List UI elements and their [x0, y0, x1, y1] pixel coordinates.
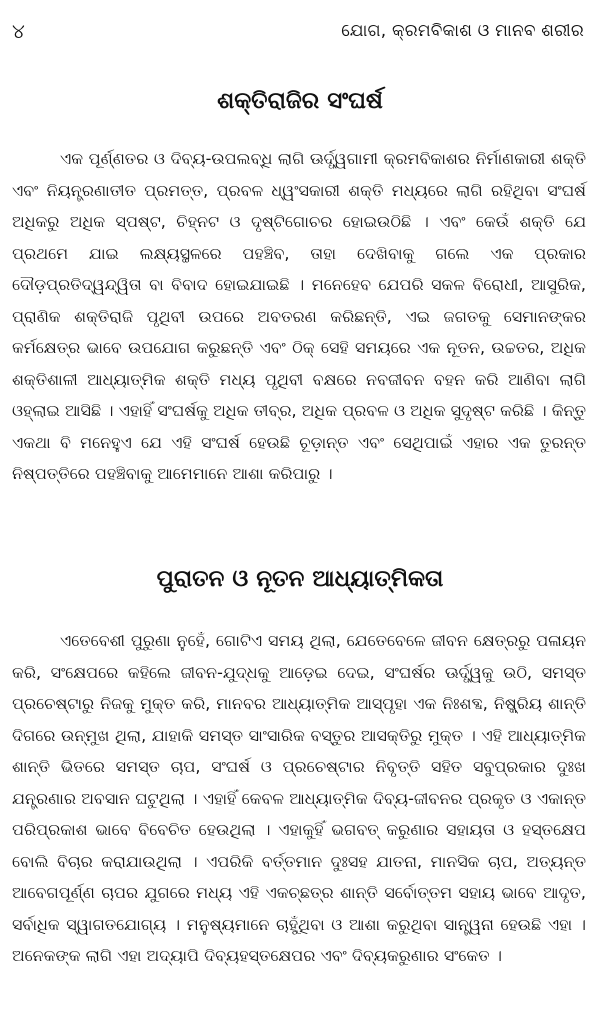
book-title: ଯୋଗ, କ୍ରମବିକାଶ ଓ ମାନବ ଶରୀର — [341, 21, 584, 41]
section-heading: ଶକ୍ତିରାଜିର ସଂଘର୍ଷ — [217, 88, 383, 114]
page-number: ୪ — [12, 19, 25, 43]
section-paragraph: ଏକ ପୂର୍ଣ୍ଣତର ଓ ଦିବ୍ୟ-ଉପଲବ୍ଧି ଲାଗି ଊର୍ଦ୍ଧ୍ୱଗାମୀ କ୍ରମବିକାଶର ନିର୍ମାଣକାରୀ ଶକ୍ତି ଏବଂ ନିୟନ୍ତ୍ରଣାତୀତ ପ୍ରମତ୍ତ, ପ୍ରବଳ ଧ୍ୱଂସକାରୀ ଶକ୍ତି ମଧ୍ୟରେ ଲାଗି ରହିଥିବା ସଂଘର୍ଷ ଅଧିକରୁ ଅଧିକ ସ୍ପଷ୍ଟ, ଚିହ୍ନଟ ଓ ଦୃଷ୍ଟିଗୋଚର ହୋଇଉଠିଛି । ଏବଂ କେଉଁ ଶକ୍ତି ଯେ ପ୍ରଥମେ ଯାଇ ଲକ୍ଷ୍ୟସ୍ଥଳରେ ପହଞ୍ଚିବ, ତାହା ଦେଖିବାକୁ ଗଲେ ଏକ ପ୍ରକାର ଦୌଡ଼ପ୍ରତିଦ୍ୱନ୍ଦ୍ୱିତା ବା ବିବାଦ ହୋଇଯାଇଛି । ମନେହେବ ଯେପରି ସକଳ ବିରୋଧୀ, ଆସୁରିକ, ପ୍ରାଣିକ ଶକ୍ତିରାଜି ପୃଥିବୀ ଉପରେ ଅବତରଣ କରିଛନ୍ତି, ଏଇ ଜଗତକୁ ସେମାନଙ୍କର କର୍ମକ୍ଷେତ୍ର ଭାବେ ଉପଯୋଗ କରୁଛନ୍ତି ଏବଂ ଠିକ୍ ସେହି ସମୟରେ ଏକ ନୂତନ, ଉଚ୍ଚତର, ଅଧିକ ଶକ୍ତିଶାଳୀ ଆଧ୍ୟାତ୍ମିକ ଶକ୍ତି ମଧ୍ୟ ପୃଥିବୀ ବକ୍ଷରେ ନବଜୀବନ ବହନ କରି ଆଣିବା ଲାଗି ଓହ୍ଲାଇ ଆସିଛି । ଏହାହିଁ ସଂଘର୍ଷକୁ ଅଧିକ ତୀବ୍ର, ଅଧିକ ପ୍ରବଳ ଓ ଅଧିକ ସୁଦୃଷ୍ଟ କରିଛି । କିନ୍ତୁ ଏକଥା ବି ମନେହୁଏ ଯେ ଏହି ସଂଘର୍ଷ ହେଉଛି ଚୂଡ଼ାନ୍ତ ଏବଂ ସେଥିପାଇଁ ଏହାର ଏକ ତୁରନ୍ତ ନିଷ୍ପତ୍ତିରେ ପହଞ୍ଚିବାକୁ ଆମେମାନେ ଆଶା କରିପାରୁ । — [12, 149, 586, 483]
running-header — [12, 16, 584, 46]
section-heading: ପୁରାତନ ଓ ନୂତନ ଆଧ୍ୟାତ୍ମିକତା — [156, 566, 444, 592]
section-paragraph: ଏତେବେଶୀ ପୁରୁଣା ନୁହେଁ, ଗୋଟିଏ ସମୟ ଥିଲା, ଯେତେବେଳେ ଜୀବନ କ୍ଷେତ୍ରରୁ ପଳାୟନ କରି, ସଂକ୍ଷେପରେ କହିଲେ ଜୀବନ-ଯୁଦ୍ଧକୁ ଆଡ଼େଇ ଦେଇ, ସଂଘର୍ଷର ଊର୍ଦ୍ଧ୍ୱକୁ ଉଠି, ସମସ୍ତ ପ୍ରଚେଷ୍ଟାରୁ ନିଜକୁ ମୁକ୍ତ କରି, ମାନବର ଆଧ୍ୟାତ୍ମିକ ଆସ୍ପୃହା ଏକ ନିଃଶବ୍ଦ, ନିଷ୍କ୍ରିୟ ଶାନ୍ତି ଦିଗରେ ଉନ୍ମୁଖ ଥିଲା, ଯାହାକି ସମସ୍ତ ସାଂସାରିକ ବସ୍ତୁର ଆସକ୍ତିରୁ ମୁକ୍ତ । ଏହି ଆଧ୍ୟାତ୍ମିକ ଶାନ୍ତି ଭିତରେ ସମସ୍ତ ଚାପ, ସଂଘର୍ଷ ଓ ପ୍ରଚେଷ୍ଟାର ନିବୃତ୍ତି ସହିତ ସବୁପ୍ରକାର ଦୁଃଖ ଯନ୍ତ୍ରଣାର ଅବସାନ ଘଟୁଥିଲା । ଏହାହିଁ କେବଳ ଆଧ୍ୟାତ୍ମିକ ଦିବ୍ୟ-ଜୀବନର ପ୍ରକୃତ ଓ ଏକାନ୍ତ ପରିପ୍ରକାଶ ଭାବେ ବିବେଚିତ ହେଉଥିଲା । ଏହାକୁହିଁ ଭଗବତ୍ କରୁଣାର ସହାୟତା ଓ ହସ୍ତକ୍ଷେପ ବୋଲି ବିଚାର କରାଯାଉଥିଲା । ଏପରିକି ବର୍ତ୍ତମାନ ଦୁଃସହ ଯାତନା, ମାନସିକ ଚାପ, ଅତ୍ୟନ୍ତ ଆବେଗପୂର୍ଣ୍ଣ ଚାପର ଯୁଗରେ ମଧ୍ୟ ଏହି ଏକଚ୍ଛତ୍ର ଶାନ୍ତି ସର୍ବୋତ୍ତମ ସହାୟ ଭାବେ ଆଦୃତ, ସର୍ବାଧିକ ସ୍ୱାଗତଯୋଗ୍ୟ । ମନୁଷ୍ୟମାନେ ଚାହୁଁଥିବା ଓ ଆଶା କରୁଥିବା ସାନ୍ତ୍ୱନା ହେଉଛି ଏହା । ଅନେକଙ୍କ ଲାଗି ଏହା ଅଦ୍ୟାପି ଦିବ୍ୟହସ୍ତକ୍ଷେପର ଏବଂ ଦିବ୍ୟକରୁଣାର ସଂକେତ । — [12, 631, 586, 965]
